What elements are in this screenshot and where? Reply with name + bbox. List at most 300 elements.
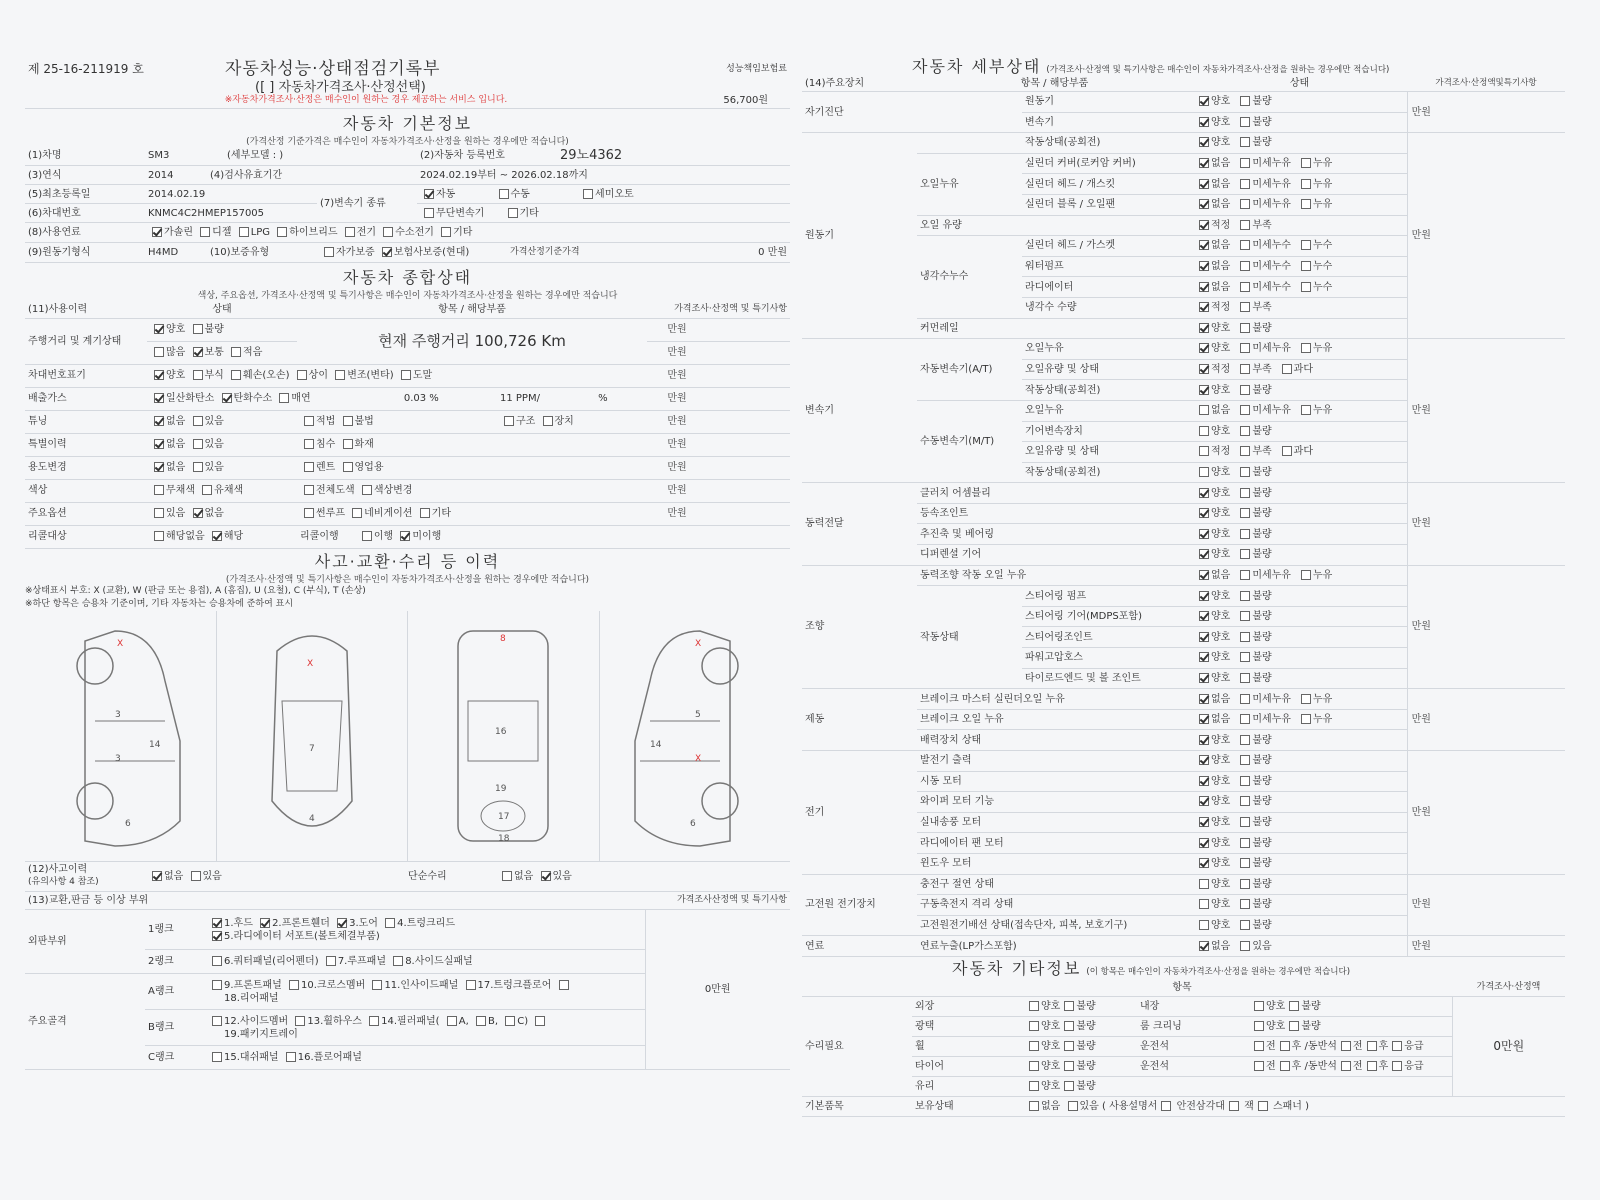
- room-bad-checkbox[interactable]: [1289, 1021, 1299, 1031]
- detail-state-checkbox[interactable]: [1199, 364, 1209, 374]
- detail-state-checkbox[interactable]: [1240, 879, 1250, 889]
- detail-state-checkbox[interactable]: [1240, 343, 1250, 353]
- detail-state: [1192, 174, 1407, 195]
- detail-state-label: 누유: [1312, 569, 1333, 581]
- detail-group-label: 동력전달: [802, 483, 917, 565]
- tire-pf-checkbox[interactable]: [1341, 1061, 1351, 1071]
- tire-df-checkbox[interactable]: [1254, 1061, 1264, 1071]
- use-change-none-checkbox[interactable]: [154, 462, 164, 472]
- detail-state-label: 미세누유: [1252, 343, 1291, 355]
- detail-state-checkbox[interactable]: [1301, 199, 1311, 209]
- tuning-type: 구조 장치: [497, 410, 647, 433]
- fuel-checkbox-2[interactable]: [239, 227, 249, 237]
- r1-checkbox-0[interactable]: [212, 918, 222, 928]
- rB-checkbox-19[interactable]: [535, 1016, 545, 1026]
- detail-row: [802, 751, 1565, 772]
- detail-item-label: 스티어링 펌프: [1022, 586, 1192, 607]
- detail-state-checkbox[interactable]: [1199, 591, 1209, 601]
- detail-state-checkbox[interactable]: [1240, 591, 1250, 601]
- detail-table: [802, 76, 1565, 957]
- detail-state-checkbox[interactable]: [1199, 199, 1209, 209]
- detail-state-label: 양호: [1211, 755, 1231, 767]
- detail-state-label: 불량: [1252, 384, 1272, 396]
- vin-plate-checkbox-1[interactable]: [193, 370, 203, 380]
- detail-state-label: 없음: [1211, 714, 1231, 726]
- tire-driver-label: 운전석: [1137, 1057, 1247, 1077]
- detail-state-checkbox[interactable]: [1199, 714, 1209, 724]
- special-none-checkbox[interactable]: [154, 439, 164, 449]
- rank1-label: 1랭크: [145, 910, 205, 950]
- detail-state-checkbox[interactable]: [1240, 220, 1250, 230]
- glass-good-checkbox[interactable]: [1029, 1081, 1039, 1091]
- flood-checkbox[interactable]: [304, 439, 314, 449]
- detail-state-label: 양호: [1211, 590, 1231, 602]
- r1-checkbox-2[interactable]: [337, 918, 347, 928]
- detail-state-checkbox[interactable]: [1301, 282, 1311, 292]
- exterior-bad-checkbox[interactable]: [1064, 1001, 1074, 1011]
- hc-checkbox[interactable]: [222, 393, 232, 403]
- detail-state-checkbox[interactable]: [1199, 508, 1209, 518]
- detail-state-checkbox[interactable]: [1301, 570, 1311, 580]
- rA-checkbox-4[interactable]: [559, 980, 569, 990]
- detail-state: [1192, 462, 1407, 483]
- r2-checkbox-0[interactable]: [212, 956, 222, 966]
- mileage-many-checkbox[interactable]: [154, 347, 164, 357]
- engine: H4MD: [145, 243, 207, 263]
- tire-spare-checkbox[interactable]: [1392, 1061, 1402, 1071]
- detail-state-checkbox[interactable]: [1301, 694, 1311, 704]
- color-change-checkbox[interactable]: [362, 485, 372, 495]
- detail-sub-label: 브레이크 오일 누유: [917, 709, 1192, 730]
- detail-state-checkbox[interactable]: [1240, 735, 1250, 745]
- detail-state-label: 양호: [1211, 631, 1231, 643]
- own-none-checkbox[interactable]: [1029, 1101, 1039, 1111]
- wheel-df-checkbox[interactable]: [1254, 1041, 1264, 1051]
- option-etc-checkbox[interactable]: [420, 508, 430, 518]
- detail-state-checkbox[interactable]: [1240, 96, 1250, 106]
- wheel-spare-checkbox[interactable]: [1392, 1041, 1402, 1051]
- vin-plate-checkbox-2[interactable]: [231, 370, 241, 380]
- option-none-checkbox[interactable]: [193, 508, 203, 518]
- detail-state-checkbox[interactable]: [1199, 179, 1209, 189]
- detail-unit: 만원: [1407, 133, 1435, 339]
- fire-checkbox[interactable]: [343, 439, 353, 449]
- detail-state-checkbox[interactable]: [1240, 302, 1250, 312]
- jack-checkbox[interactable]: [1258, 1101, 1268, 1111]
- detail-state-label: 양호: [1211, 837, 1231, 849]
- detail-state-checkbox[interactable]: [1199, 240, 1209, 250]
- detail-state: [1192, 689, 1407, 710]
- detail-state-label: 불량: [1252, 425, 1272, 437]
- fuel-checkbox-3[interactable]: [277, 227, 287, 237]
- detail-state-checkbox[interactable]: [1199, 817, 1209, 827]
- r1-checkbox-4[interactable]: [212, 931, 222, 941]
- detail-state-checkbox[interactable]: [1240, 817, 1250, 827]
- detail-state-checkbox[interactable]: [1199, 158, 1209, 168]
- rA-checkbox-3[interactable]: [466, 980, 476, 990]
- detail-state-checkbox[interactable]: [1199, 858, 1209, 868]
- vin-plate-checkbox-4[interactable]: [335, 370, 345, 380]
- detail-state-checkbox[interactable]: [1240, 282, 1250, 292]
- detail-price: [1435, 483, 1565, 565]
- detail-state: [1192, 771, 1407, 792]
- detail-state-label: 불량: [1252, 487, 1272, 499]
- detail-state-checkbox[interactable]: [1199, 220, 1209, 230]
- rA-checkbox-1[interactable]: [289, 980, 299, 990]
- detail-state-label: 불량: [1252, 508, 1272, 520]
- detail-state-checkbox[interactable]: [1240, 323, 1250, 333]
- mileage-few-checkbox[interactable]: [231, 347, 241, 357]
- svg-text:3: 3: [115, 709, 121, 720]
- use-change-state: 없음 있음: [147, 456, 297, 479]
- detail-state-checkbox[interactable]: [1240, 158, 1250, 168]
- trans-auto-checkbox[interactable]: [424, 189, 434, 199]
- detail-state-checkbox[interactable]: [1199, 879, 1209, 889]
- col-state: 상태: [1192, 76, 1407, 92]
- detail-state-checkbox[interactable]: [1240, 426, 1250, 436]
- trans-cvt-checkbox[interactable]: [424, 208, 434, 218]
- detail-state-checkbox[interactable]: [1199, 941, 1209, 951]
- tuning-structure-checkbox[interactable]: [504, 416, 514, 426]
- detail-state-checkbox[interactable]: [1240, 673, 1250, 683]
- recall-label: 리콜대상: [25, 525, 147, 548]
- detail-state-checkbox[interactable]: [1240, 179, 1250, 189]
- detail-sub-label: 작동상태: [917, 586, 1022, 689]
- detail-state-checkbox[interactable]: [1240, 941, 1250, 951]
- rank2-options: 6.쿼터패널(리어펜더) 7.루프패널 8.사이드실패널: [205, 950, 645, 974]
- navi-checkbox[interactable]: [352, 508, 362, 518]
- detail-state-checkbox[interactable]: [1199, 302, 1209, 312]
- detail-state-label: 양호: [1211, 425, 1231, 437]
- detail-state-checkbox[interactable]: [1199, 137, 1209, 147]
- fuel-checkbox-1[interactable]: [200, 227, 210, 237]
- gloss-good-checkbox[interactable]: [1029, 1021, 1039, 1031]
- fuel-checkbox-5[interactable]: [383, 227, 393, 237]
- detail-item-label: 원동기: [1022, 92, 1192, 113]
- tuning-exist-checkbox[interactable]: [193, 416, 203, 426]
- meter-good-checkbox[interactable]: [154, 324, 164, 334]
- summary-title: 자동차 종합상태: [342, 268, 473, 287]
- detail-price: [1435, 936, 1565, 957]
- detail-state-checkbox[interactable]: [1199, 488, 1209, 498]
- detail-state-checkbox[interactable]: [1199, 920, 1209, 930]
- detail-state-label: 부족: [1252, 302, 1272, 314]
- r2-checkbox-2[interactable]: [393, 956, 403, 966]
- warranty-ins-checkbox[interactable]: [382, 247, 392, 257]
- chromatic-checkbox[interactable]: [202, 485, 212, 495]
- gloss-state: 양호 불량: [1022, 1017, 1137, 1037]
- detail-state-label: 양호: [1211, 899, 1231, 911]
- detail-state-checkbox[interactable]: [1240, 488, 1250, 498]
- detail-state-checkbox[interactable]: [1240, 137, 1250, 147]
- interior-bad-checkbox[interactable]: [1289, 1001, 1299, 1011]
- parts-label: (13)교환,판금 등 이상 부위: [25, 892, 495, 910]
- detail-state-label: 미세누유: [1252, 693, 1291, 705]
- detail-state-checkbox[interactable]: [1199, 261, 1209, 271]
- wheel-bad-checkbox[interactable]: [1064, 1041, 1074, 1051]
- detail-state-checkbox[interactable]: [1199, 405, 1209, 415]
- detail-state-checkbox[interactable]: [1199, 570, 1209, 580]
- tuning-legal-checkbox[interactable]: [304, 416, 314, 426]
- detail-state-checkbox[interactable]: [1240, 549, 1250, 559]
- manual-label: ( 사용설명서: [1102, 1101, 1158, 1113]
- detail-group-label: 고전원 전기장치: [802, 874, 917, 936]
- r2-checkbox-1[interactable]: [326, 956, 336, 966]
- detail-state-checkbox[interactable]: [1240, 755, 1250, 765]
- detail-state-checkbox[interactable]: [1240, 570, 1250, 580]
- detail-state-checkbox[interactable]: [1240, 838, 1250, 848]
- interior-good-checkbox[interactable]: [1254, 1001, 1264, 1011]
- detail-item-label: 작동상태(공회전): [1022, 133, 1192, 154]
- detail-row: [802, 133, 1565, 154]
- detail-state-checkbox[interactable]: [1301, 405, 1311, 415]
- detail-state-checkbox[interactable]: [1240, 199, 1250, 209]
- r1-checkbox-3[interactable]: [385, 918, 395, 928]
- detail-state-checkbox[interactable]: [1240, 117, 1250, 127]
- rC-checkbox-0[interactable]: [212, 1052, 222, 1062]
- detail-price: [1435, 689, 1565, 751]
- detail-sub-label: 오일누유: [917, 153, 1022, 215]
- svg-text:6: 6: [689, 818, 696, 829]
- detail-state-label: 누수: [1312, 281, 1333, 293]
- detail-state: [1192, 442, 1407, 463]
- rB-checkbox-1[interactable]: [295, 1016, 305, 1026]
- trans-semi-checkbox[interactable]: [583, 189, 593, 199]
- detail-state-checkbox[interactable]: [1240, 405, 1250, 415]
- fuel-checkbox-0[interactable]: [152, 227, 162, 237]
- vin-plate-checkbox-0[interactable]: [154, 370, 164, 380]
- svg-text:5: 5: [694, 709, 701, 720]
- detail-state-checkbox[interactable]: [1240, 796, 1250, 806]
- detail-state-label: 없음: [1211, 240, 1231, 252]
- wheel-good-checkbox[interactable]: [1029, 1041, 1039, 1051]
- recall-not-done-checkbox[interactable]: [400, 531, 410, 541]
- detail-state: [1192, 318, 1407, 339]
- detail-state-checkbox[interactable]: [1240, 508, 1250, 518]
- detail-item-label: 워터펌프: [1022, 256, 1192, 277]
- detail-state-checkbox[interactable]: [1199, 796, 1209, 806]
- option-exist-checkbox[interactable]: [154, 508, 164, 518]
- detail-state-label: 양호: [1211, 96, 1231, 108]
- basic-info-table: [25, 147, 790, 264]
- rA-checkbox-2[interactable]: [372, 980, 382, 990]
- smoke-checkbox[interactable]: [279, 393, 289, 403]
- detail-state-checkbox[interactable]: [1199, 838, 1209, 848]
- full-paint-checkbox[interactable]: [304, 485, 314, 495]
- detail-state-checkbox[interactable]: [1199, 694, 1209, 704]
- detail-state-checkbox[interactable]: [1301, 261, 1311, 271]
- detail-state-checkbox[interactable]: [1240, 467, 1250, 477]
- warranty-options: 자가보증 보험사보증(현대): [317, 243, 507, 263]
- fuel-options: 가솔린 디젤 LPG 하이브리드 전기 수소전기 기타: [145, 223, 790, 243]
- rB-checkbox-b[interactable]: [476, 1016, 486, 1026]
- rC-checkbox-1[interactable]: [286, 1052, 296, 1062]
- detail-state-checkbox[interactable]: [1199, 549, 1209, 559]
- detail-state-checkbox[interactable]: [1240, 920, 1250, 930]
- trans-manual-checkbox[interactable]: [499, 189, 509, 199]
- detail-state-label: 없음: [1211, 569, 1231, 581]
- glass-state: 양호 불량: [1022, 1077, 1137, 1097]
- room-good-checkbox[interactable]: [1254, 1021, 1264, 1031]
- repair-none-checkbox[interactable]: [502, 871, 512, 881]
- trans-options-1: 자동 수동 세미오토: [417, 185, 790, 204]
- legend-2: ※하단 항목은 승용차 기준이며, 기타 자동차는 승용차에 준하여 표시: [25, 598, 294, 609]
- detail-unit: 만원: [1407, 92, 1435, 133]
- detail-state-checkbox[interactable]: [1199, 529, 1209, 539]
- detail-state-checkbox[interactable]: [1199, 343, 1209, 353]
- detail-state-checkbox[interactable]: [1301, 158, 1311, 168]
- detail-state-checkbox[interactable]: [1240, 446, 1250, 456]
- rB-checkbox-0[interactable]: [212, 1016, 222, 1026]
- wheel-pr-checkbox[interactable]: [1367, 1041, 1377, 1051]
- detail-state-checkbox[interactable]: [1240, 611, 1250, 621]
- detail-state-label: 불량: [1252, 817, 1272, 829]
- detail-state-checkbox[interactable]: [1199, 755, 1209, 765]
- detail-state-checkbox[interactable]: [1240, 776, 1250, 786]
- detail-state-label: 불량: [1252, 878, 1272, 890]
- detail-state-checkbox[interactable]: [1240, 261, 1250, 271]
- triangle-checkbox[interactable]: [1229, 1101, 1239, 1111]
- tire-pr-checkbox[interactable]: [1367, 1061, 1377, 1071]
- detail-state-checkbox[interactable]: [1282, 364, 1292, 374]
- detail-state: [1192, 92, 1407, 113]
- svg-text:3: 3: [115, 753, 121, 764]
- tuning-illegal-checkbox[interactable]: [343, 416, 353, 426]
- detail-sub-label: 등속조인트: [917, 503, 1192, 524]
- special-exist-checkbox[interactable]: [193, 439, 203, 449]
- spanner-label: 스패너 ): [1272, 1101, 1310, 1113]
- rankB-options: 12.사이드멤버 13.휠하우스 14.필러패널( A, B, C) 19.패키지트레이: [205, 1010, 645, 1046]
- vin-plate-checkbox-3[interactable]: [297, 370, 307, 380]
- manual-checkbox[interactable]: [1161, 1101, 1171, 1111]
- interior-state: 양호 불량: [1247, 997, 1452, 1017]
- detail-state-checkbox[interactable]: [1199, 446, 1209, 456]
- detail-state-checkbox[interactable]: [1301, 714, 1311, 724]
- mileage-normal-checkbox[interactable]: [193, 347, 203, 357]
- detail-state-checkbox[interactable]: [1240, 240, 1250, 250]
- detail-state: [1192, 297, 1407, 318]
- vin-plate-checkbox-5[interactable]: [401, 370, 411, 380]
- detail-state-checkbox[interactable]: [1199, 735, 1209, 745]
- col-state: 상태: [147, 301, 297, 318]
- col-device: (14)주요장치: [802, 76, 917, 92]
- svg-text:16: 16: [495, 726, 507, 737]
- detail-state-label: 양호: [1211, 322, 1231, 334]
- glass-bad-checkbox[interactable]: [1064, 1081, 1074, 1091]
- warranty-self-checkbox[interactable]: [324, 247, 334, 257]
- repair-exist-checkbox[interactable]: [541, 871, 551, 881]
- rankC-label: C랭크: [145, 1046, 205, 1070]
- meter-bad-checkbox[interactable]: [193, 324, 203, 334]
- detail-state-checkbox[interactable]: [1199, 611, 1209, 621]
- business-checkbox[interactable]: [343, 462, 353, 472]
- detail-state-checkbox[interactable]: [1240, 652, 1250, 662]
- detail-state-label: 불량: [1252, 322, 1272, 334]
- detail-item-label: 오일유량 및 상태: [1022, 359, 1192, 380]
- exterior-good-checkbox[interactable]: [1029, 1001, 1039, 1011]
- recall-done-checkbox[interactable]: [362, 531, 372, 541]
- tire-dr-checkbox[interactable]: [1280, 1061, 1290, 1071]
- fuel-checkbox-4[interactable]: [345, 227, 355, 237]
- rB-checkbox-c[interactable]: [505, 1016, 515, 1026]
- detail-state-checkbox[interactable]: [1240, 529, 1250, 539]
- tire-bad-checkbox[interactable]: [1064, 1061, 1074, 1071]
- detail-state-checkbox[interactable]: [1199, 467, 1209, 477]
- detail-state-checkbox[interactable]: [1240, 632, 1250, 642]
- trans-etc-checkbox[interactable]: [508, 208, 518, 218]
- gloss-bad-checkbox[interactable]: [1064, 1021, 1074, 1031]
- recall-applicable-checkbox[interactable]: [212, 531, 222, 541]
- detail-unit: 만원: [1407, 751, 1435, 875]
- unit: 만원: [647, 479, 707, 502]
- detail-sub-label: 시동 모터: [917, 771, 1192, 792]
- rankC-options: 15.대쉬패널 16.플로어패널: [205, 1046, 645, 1070]
- engine-label: (9)원동기형식: [25, 243, 145, 263]
- achromatic-checkbox[interactable]: [154, 485, 164, 495]
- detail-state-checkbox[interactable]: [1199, 96, 1209, 106]
- detail-state-checkbox[interactable]: [1199, 282, 1209, 292]
- detail-state-label: 불량: [1252, 528, 1272, 540]
- tuning-device-checkbox[interactable]: [543, 416, 553, 426]
- detail-state-checkbox[interactable]: [1282, 446, 1292, 456]
- detail-state-checkbox[interactable]: [1199, 426, 1209, 436]
- rB-checkbox-a[interactable]: [447, 1016, 457, 1026]
- own-exist-checkbox[interactable]: [1068, 1101, 1078, 1111]
- color-label: 색상: [25, 479, 147, 502]
- detail-unit: 만원: [1407, 483, 1435, 565]
- detail-state-checkbox[interactable]: [1301, 343, 1311, 353]
- detail-state-label: 양호: [1211, 817, 1231, 829]
- rA-checkbox-0[interactable]: [212, 980, 222, 990]
- detail-state-checkbox[interactable]: [1199, 652, 1209, 662]
- history-exist-checkbox[interactable]: [191, 871, 201, 881]
- wheel-dr-checkbox[interactable]: [1280, 1041, 1290, 1051]
- detail-state-checkbox[interactable]: [1240, 858, 1250, 868]
- detail-state-label: 부족: [1252, 219, 1272, 231]
- r1-checkbox-1[interactable]: [260, 918, 270, 928]
- tire-good-checkbox[interactable]: [1029, 1061, 1039, 1071]
- detail-state-checkbox[interactable]: [1199, 117, 1209, 127]
- rB-checkbox-2[interactable]: [369, 1016, 379, 1026]
- co-checkbox[interactable]: [154, 393, 164, 403]
- tuning-none-checkbox[interactable]: [154, 416, 164, 426]
- wheel-pf-checkbox[interactable]: [1341, 1041, 1351, 1051]
- detail-state-checkbox[interactable]: [1240, 714, 1250, 724]
- detail-sub-label: 구동축전지 격리 상태: [917, 895, 1192, 916]
- detail-state: [1192, 236, 1407, 257]
- detail-group-label: 원동기: [802, 133, 917, 339]
- detail-state-label: 과다: [1293, 364, 1313, 376]
- detail-state-checkbox[interactable]: [1240, 694, 1250, 704]
- history-none-checkbox[interactable]: [152, 871, 162, 881]
- recall-na-checkbox[interactable]: [154, 531, 164, 541]
- detail-state-checkbox[interactable]: [1199, 776, 1209, 786]
- rent-checkbox[interactable]: [304, 462, 314, 472]
- detail-state-checkbox[interactable]: [1199, 899, 1209, 909]
- detail-state-checkbox[interactable]: [1199, 323, 1209, 333]
- detail-state-checkbox[interactable]: [1199, 385, 1209, 395]
- sunroof-checkbox[interactable]: [304, 508, 314, 518]
- use-change-exist-checkbox[interactable]: [193, 462, 203, 472]
- fuel-checkbox-6[interactable]: [441, 227, 451, 237]
- detail-state-checkbox[interactable]: [1240, 385, 1250, 395]
- detail-state-checkbox[interactable]: [1301, 179, 1311, 189]
- detail-state-checkbox[interactable]: [1199, 632, 1209, 642]
- detail-state-checkbox[interactable]: [1240, 899, 1250, 909]
- detail-state-checkbox[interactable]: [1199, 673, 1209, 683]
- detail-state-checkbox[interactable]: [1240, 364, 1250, 374]
- detail-state-checkbox[interactable]: [1301, 240, 1311, 250]
